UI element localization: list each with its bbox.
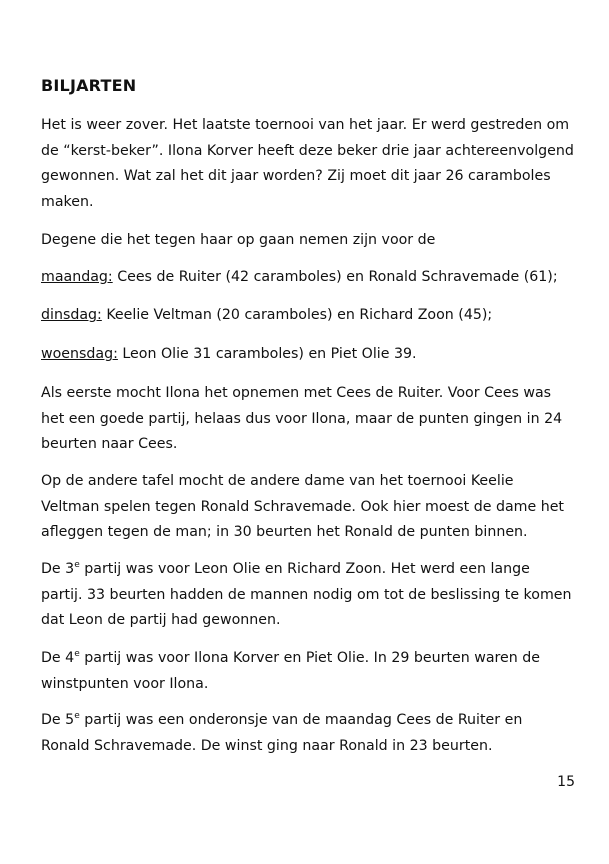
schedule-tuesday	[41, 303, 575, 329]
schedule-monday	[41, 265, 575, 291]
day-players: Leon Olie 31 caramboles) en Piet Olie 39.	[117, 346, 417, 362]
game3-prefix: De 3	[41, 561, 75, 577]
game4-paragraph	[41, 646, 575, 697]
game5-sup: e	[74, 711, 80, 721]
schedule-wednesday	[41, 342, 575, 368]
game3-paragraph	[41, 557, 575, 634]
day-label: maandag:	[41, 269, 113, 285]
game4-sup: e	[74, 649, 80, 659]
game2-paragraph: Op de andere tafel mocht de andere dame van het toernooi Keelie Veltman spelen tegen Ronald Schravemade. Ook hier moest de dame het afleggen tegen de man; in 30 beurten het Ronald de punten binnen.	[41, 473, 564, 540]
opponents-intro: Degene die het tegen haar op gaan nemen zijn voor de	[41, 232, 436, 248]
day-players: Cees de Ruiter (42 caramboles) en Ronald Schravemade (61);	[112, 269, 558, 285]
game5-paragraph	[41, 708, 575, 759]
day-label: woensdag:	[41, 346, 118, 362]
page-number: 15	[557, 774, 575, 790]
game3-text: partij was voor Leon Olie en Richard Zoon. Het werd een lange partij. 33 beurten hadden de mannen nodig om tot de beslissing te komen dat Leon de partij had gewonnen.	[41, 561, 572, 628]
intro-paragraph: Het is weer zover. Het laatste toernooi van het jaar. Er werd gestreden om de “kerst-beker”. Ilona Korver heeft deze beker drie jaar achtereenvolgend gewonnen. Wat zal het dit jaar worden? Zij moet dit jaar 26 caramboles maken.	[41, 117, 574, 210]
document-page	[41, 0, 575, 864]
game5-prefix: De 5	[41, 712, 75, 728]
game4-prefix: De 4	[41, 650, 75, 666]
game5-text: partij was een onderonsje van de maandag Cees de Ruiter en Ronald Schravemade. De winst ging naar Ronald in 23 beurten.	[41, 712, 523, 754]
day-players: Keelie Veltman (20 caramboles) en Richard Zoon (45);	[101, 307, 493, 323]
page-title: BILJARTEN	[41, 76, 137, 95]
day-label: dinsdag:	[41, 307, 102, 323]
game4-text: partij was voor Ilona Korver en Piet Olie. In 29 beurten waren de winstpunten voor Ilona.	[41, 650, 541, 692]
game1-paragraph: Als eerste mocht Ilona het opnemen met Cees de Ruiter. Voor Cees was het een goede partij, helaas dus voor Ilona, maar de punten gingen in 24 beurten naar Cees.	[41, 385, 563, 452]
game3-sup: e	[74, 560, 80, 570]
